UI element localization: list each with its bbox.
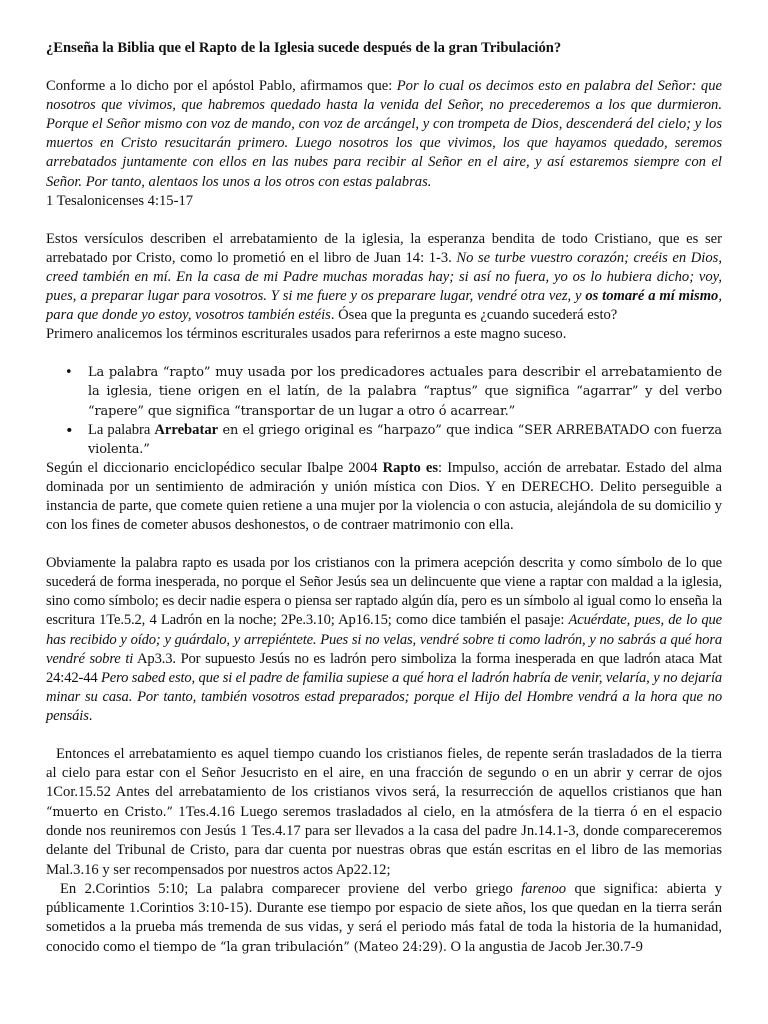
paragraph-corintios	[46, 880, 722, 957]
paragraph-entonces	[46, 745, 722, 880]
scripture-quote-apocalipsis: Acuérdate, pues, de lo que has recibido y oído; y guárdalo, y arrepiéntete. Pues si no velas, vendré sobre ti como ladrón, y no sabrás a qué hora vendré sobre ti	[46, 612, 722, 667]
paragraph-versiculos	[46, 230, 722, 325]
scripture-quote-tesalonicenses: Por lo cual os decimos esto en palabra del Señor: que nosotros que vivimos, que habremos quedado hasta la venida del Señor, no precederemos a los que durmieron. Porque el Señor mismo con voz de mando, con voz de arcángel, y con trompeta de Dios, descenderá del cielo; y los muertos en Cristo resucitarán primero. Luego nosotros los que vivimos, los que hayamos quedado, seremos arrebatados juntamente con ellos en las nubes para recibir al Señor en el aire, y así estaremos siempre con el Señor. Por tanto, alentaos los unos a los otros con estas palabras.	[46, 78, 722, 190]
text: Ap3.3. Por supuesto Jesús no es ladrón pero simboliza la forma inesperada en que ladrón ataca Mat 24:42-44	[46, 650, 722, 686]
paragraph-obviamente	[46, 554, 722, 726]
text: “muerto en Cristo.”	[46, 804, 173, 820]
intro-text: Conforme a lo dicho por el apóstol Pablo, afirmamos que:	[46, 78, 397, 95]
paragraph-diccionario	[46, 459, 722, 535]
page-title: ¿Enseña la Biblia que el Rapto de la Iglesia sucede después de la gran Tribulación?	[46, 40, 562, 56]
term-bold: Arrebatar	[154, 421, 219, 438]
text: .	[88, 707, 93, 724]
text: tiempo de “la gran tribulación” (Mateo 24:29).	[153, 938, 447, 954]
list-item-rapto: • La palabra “rapto” muy usada por los predicadores actuales para describir el arrebatamiento de la iglesia, tiene origen en el latín, de la palabra “raptus” que significa “agarrar” y del verbo “rapere” que significa “transportar de un lugar a otro ó acarrear.”	[88, 363, 722, 420]
terms-list	[46, 363, 722, 458]
scripture-quote-mateo: Pero sabed esto, que si el padre de familia supiese a qué hora el ladrón habría de venir, velaría, y no dejaría minar su casa. Por tanto, también vosotros estad preparados; porque el Hijo del Hombre vendrá a la hora que no pensáis	[46, 669, 722, 724]
greek-term: farenoo	[521, 880, 567, 897]
list-item-arrebatar	[88, 421, 722, 459]
text: Según el diccionario enciclopédico secular Ibalpe 2004	[46, 459, 383, 476]
text: Estos versículos describen el arrebatamiento de la iglesia, la esperanza bendita de todo Cristiano, que es ser arrebatado por Cristo, como lo prometió en el libro de Juan 14: 1-3.	[46, 230, 722, 266]
text: : Impulso, acción de arrebatar. Estado del alma dominada por un sentimiento de admiración y unión mística con Dios. Y en DERECHO. Delito perseguible a instancia de parte, que comete quien retiene a una mujer por la violencia o con astucia, alejándola de su domicilio y con los fines de cometer abusos deshonestos, o de contraer matrimonio con ella.	[46, 459, 722, 534]
quote-part: , para que donde yo estoy, vosotros también estéis	[46, 288, 722, 324]
text: Obviamente la palabra rapto es usada por los cristianos con la primera acepción descrita y como símbolo de lo que sucederá de forma inesperada, no porque el Señor Jesús sea un delincuente que viene a raptar con maldad a la iglesia, sino como símbolo; es decir nadie espera o piensa ser raptado algún día, pero es un símbolo al igual como lo enseña la escritura 1Te.5.2, 4 Ladrón en la noche; 2Pe.3.10; Ap16.15; como dice también el pasaje:	[46, 555, 722, 629]
text: en el griego original es “harpazo” que indica “SER ARREBATADO con fuerza violenta.”	[88, 422, 722, 457]
term-bold: Rapto es	[382, 459, 439, 476]
quote-emphasis: os tomaré a mí mismo	[585, 288, 719, 305]
text: Entonces el arrebatamiento es aquel tiempo cuando los cristianos fieles, de repente serán trasladados de la tierra al cielo para estar con el Señor Jesucristo en el aire, en una fracción de segundo o en un abrir y cerrar de ojos 1Cor.15.52 Antes del arrebatamiento de los cristianos vivos será, la resurrección de aquellos cristianos que han	[46, 746, 722, 801]
text: La palabra	[88, 421, 155, 438]
paragraph-terminos: Primero analicemos los términos escriturales usados para referirnos a este magno suceso.	[46, 326, 567, 343]
text: que significa: abierta y públicamente 1.Corintios 3:10-15). Durante ese tiempo por espacio de siete años, los que quedan en la tierra serán sometidos a la prueba más tremenda de sus vidas, y será el periodo más fatal de toda la historia de la humanidad, conocido como el	[46, 880, 723, 955]
quote-part: No se turbe vuestro corazón; creéis en Dios, creed también en mí. En la casa de mi Padre muchas moradas hay; si así no fuera, yo os lo hubiera dicho; voy, pues, a preparar lugar para vosotros. Y si me fuere y os preparare lugar, vendré otra vez, y	[46, 249, 722, 305]
text: 1Tes.4.16 Luego seremos trasladados al cielo, en la atmósfera de la tierra ó en el espacio donde nos reuniremos con Jesús 1 Tes.4.17 para ser llevados a la casa del padre Jn.14.1-3, donde compareceremos delante del Tribunal de Cristo, para dar cuenta por nuestras obras que están escritas en el libro de las memorias Mal.3.16 y ser recompensados por nuestros actos Ap22.12;	[46, 804, 722, 878]
scripture-reference: 1 Tesalonicenses 4:15-17	[46, 192, 194, 209]
paragraph-intro	[46, 77, 722, 211]
text: O la angustia de Jacob Jer.30.7-9	[446, 938, 643, 955]
text: . Ósea que la pregunta es ¿cuando sucederá esto?	[330, 307, 618, 324]
text: En 2.Corintios 5:10; La palabra comparecer proviene del verbo griego	[60, 880, 522, 897]
